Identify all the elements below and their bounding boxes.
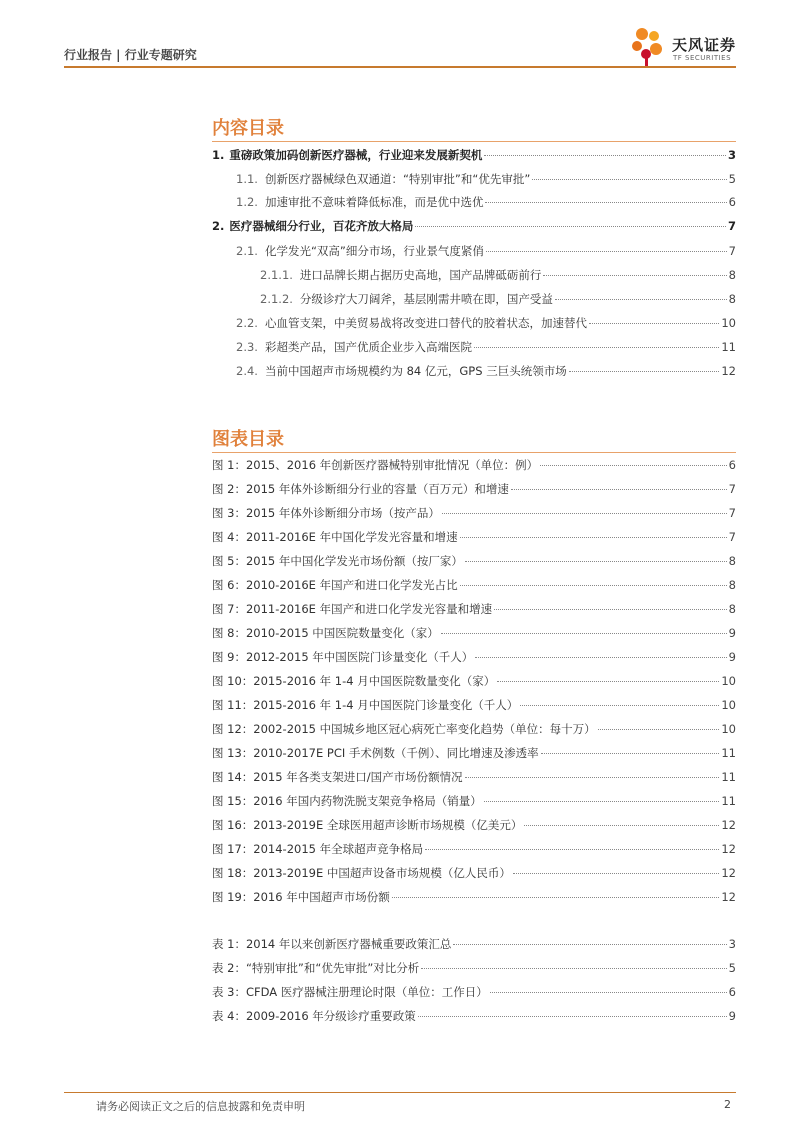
toc-entry[interactable]: 2.1.2. 分级诊疗大刀阔斧，基层刚需井喷在即，国产受益 8: [260, 292, 736, 306]
toc-entry[interactable]: 1.2. 加速审批不意味着降低标准，而是优中选优 6: [236, 195, 736, 209]
toc-entry[interactable]: 2.4. 当前中国超声市场规模约为 84 亿元，GPS 三巨头统领市场 12: [236, 364, 736, 378]
figure-entry[interactable]: 图 8：2010-2015 中国医院数量变化（家） 9: [212, 626, 736, 640]
table-entry[interactable]: 表 3：CFDA 医疗器械注册理论时限（单位：工作日） 6: [212, 985, 736, 999]
logo-en-text: TF SECURITIES: [673, 54, 732, 62]
figure-entry[interactable]: 图 12：2002-2015 中国城乡地区冠心病死亡率变化趋势（单位：每十万） 10: [212, 722, 736, 736]
figure-entry[interactable]: 图 11：2015-2016 年 1-4 月中国医院门诊量变化（千人） 10: [212, 698, 736, 712]
logo-cn-text: 天风证券: [672, 36, 737, 54]
toc-entry[interactable]: 2.1.1. 进口品牌长期占据历史高地，国产品牌砥砺前行 8: [260, 268, 736, 282]
figures-title-rule: [212, 452, 736, 453]
figure-entry[interactable]: 图 3：2015 年体外诊断细分市场（按产品） 7: [212, 506, 736, 520]
page-number: 2: [724, 1098, 731, 1111]
toc-title: 内容目录: [212, 118, 284, 139]
figure-entry[interactable]: 图 15：2016 年国内药物洗脱支架竞争格局（销量） 11: [212, 794, 736, 808]
figure-entry[interactable]: 图 9：2012-2015 年中国医院门诊量变化（千人） 9: [212, 650, 736, 664]
toc-entry[interactable]: 1.1. 创新医疗器械绿色双通道：“特别审批”和“优先审批” 5: [236, 172, 736, 186]
header-report-type: 行业报告 | 行业专题研究: [64, 48, 197, 62]
figure-entry[interactable]: 图 1：2015、2016 年创新医疗器械特别审批情况（单位：例） 6: [212, 458, 736, 472]
figure-entry[interactable]: 图 2：2015 年体外诊断细分行业的容量（百万元）和增速 7: [212, 482, 736, 496]
figure-entry[interactable]: 图 14：2015 年各类支架进口/国产市场份额情况 11: [212, 770, 736, 784]
figure-entry[interactable]: 图 19：2016 年中国超声市场份额 12: [212, 890, 736, 904]
table-entry[interactable]: 表 1：2014 年以来创新医疗器械重要政策汇总 3: [212, 937, 736, 951]
figure-entry[interactable]: 图 17：2014-2015 年全球超声竞争格局 12: [212, 842, 736, 856]
toc-title-rule: [212, 141, 736, 142]
table-entry[interactable]: 表 2：“特别审批”和“优先审批”对比分析 5: [212, 961, 736, 975]
figures-title: 图表目录: [212, 429, 284, 450]
toc-entry[interactable]: 2.1. 化学发光“双高”细分市场，行业景气度紧俏 7: [236, 244, 736, 258]
toc-entry[interactable]: 1. 重磅政策加码创新医疗器械，行业迎来发展新契机 3: [212, 148, 736, 162]
figure-entry[interactable]: 图 5：2015 年中国化学发光市场份额（按厂家） 8: [212, 554, 736, 568]
figure-entry[interactable]: 图 6：2010-2016E 年国产和进口化学发光占比 8: [212, 578, 736, 592]
figure-entry[interactable]: 图 16：2013-2019E 全球医用超声诊断市场规模（亿美元） 12: [212, 818, 736, 832]
company-logo: [628, 24, 748, 68]
toc-entry[interactable]: 2.3. 彩超类产品，国产优质企业步入高端医院 11: [236, 340, 736, 354]
table-entry[interactable]: 表 4：2009-2016 年分级诊疗重要政策 9: [212, 1009, 736, 1023]
figure-entry[interactable]: 图 13：2010-2017E PCI 手术例数（千例）、同比增速及渗透率 11: [212, 746, 736, 760]
footer-rule: [64, 1092, 736, 1093]
figure-entry[interactable]: 图 7：2011-2016E 年国产和进口化学发光容量和增速 8: [212, 602, 736, 616]
header-rule: [64, 66, 736, 68]
figure-entry[interactable]: 图 4：2011-2016E 年中国化学发光容量和增速 7: [212, 530, 736, 544]
logo-flower-icon: [628, 24, 668, 68]
toc-entry[interactable]: 2.2. 心血管支架，中美贸易战将改变进口替代的胶着状态，加速替代 10: [236, 316, 736, 330]
figure-entry[interactable]: 图 10：2015-2016 年 1-4 月中国医院数量变化（家） 10: [212, 674, 736, 688]
toc-entry[interactable]: 2. 医疗器械细分行业，百花齐放大格局 7: [212, 219, 736, 233]
figure-entry[interactable]: 图 18：2013-2019E 中国超声设备市场规模（亿人民币） 12: [212, 866, 736, 880]
footer-disclaimer: 请务必阅读正文之后的信息披露和免责申明: [96, 1100, 305, 1113]
